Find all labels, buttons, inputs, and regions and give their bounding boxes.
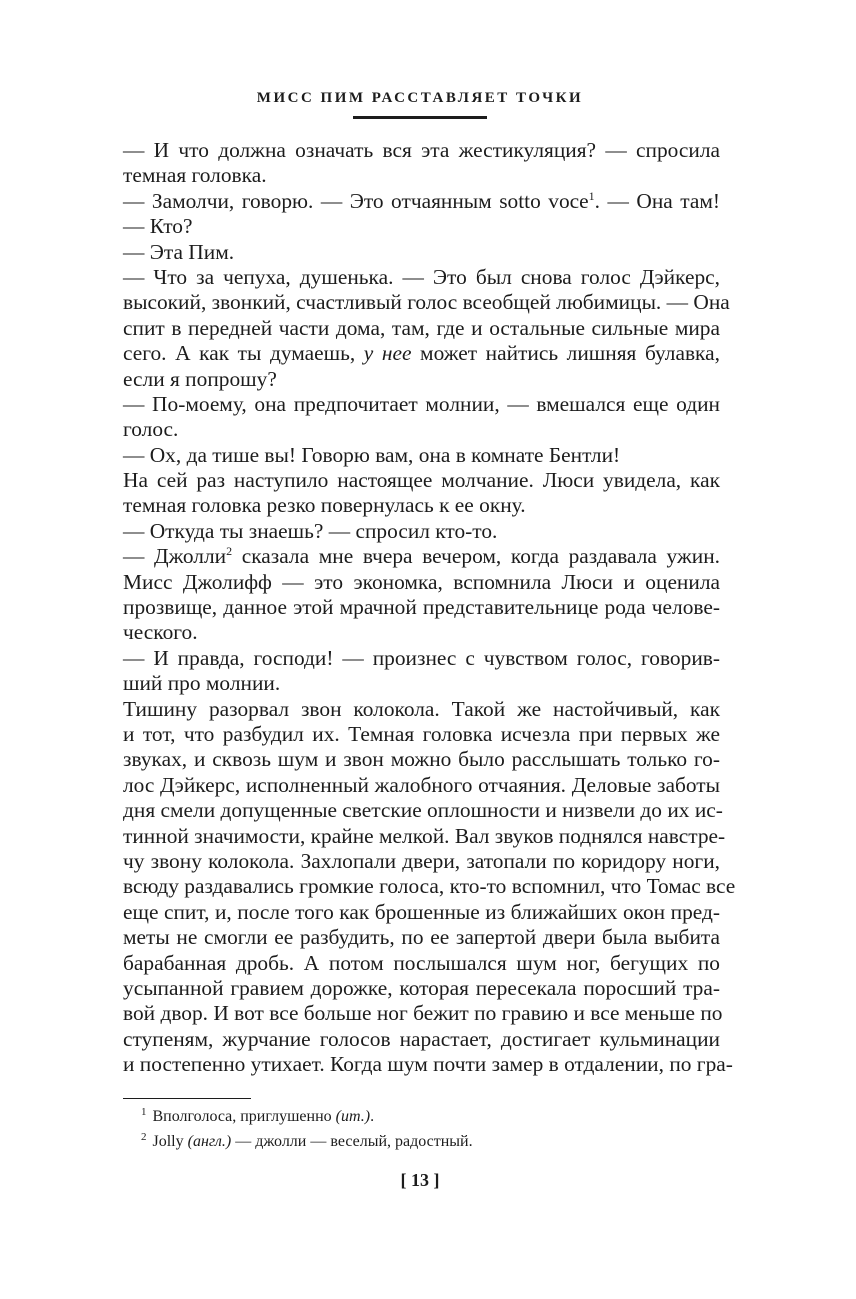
footnote-number: 2 — [141, 1131, 147, 1143]
text-line — [123, 214, 720, 239]
text-line — [123, 443, 720, 468]
italic-segment: у нее — [363, 341, 412, 366]
text-line — [123, 823, 726, 849]
text-line — [123, 595, 720, 620]
text-line — [123, 290, 730, 315]
text-line — [123, 468, 720, 493]
text-segment: звуках, и сквозь шум и звон можно было расслышать только го- — [123, 747, 720, 772]
text-segment: и тот, что разбудил их. Темная головка исчезла при первых же — [123, 721, 720, 746]
footnote-italic: (ит.) — [335, 1108, 371, 1125]
body-text — [123, 138, 736, 1077]
footnote-number: 1 — [141, 1106, 147, 1118]
text-line — [123, 747, 720, 772]
text-segment: чу звону колокола. Захлопали двери, затопали по коридору ноги, — [123, 848, 720, 873]
text-segment: может найтись лишняя булавка, — [411, 341, 720, 366]
text-segment: меты не смогли ее разбудить, по ее запертой двери была выбита — [123, 925, 720, 950]
text-segment: и постепенно утихает. Когда шум почти замер в отдалении, по гра- — [123, 1052, 733, 1077]
text-segment: прозвище, данное этой мрачной представительнице рода челове- — [123, 595, 720, 620]
text-line — [123, 773, 720, 798]
text-segment: ческого. — [123, 620, 198, 645]
text-segment: — Что за чепуха, душенька. — Это был снова голос Дэйкерс, — [123, 264, 720, 289]
text-segment: — Джолли — [123, 544, 227, 569]
text-segment: темная головка. — [123, 163, 267, 188]
text-segment: — Откуда ты знаешь? — спросил кто-то. — [123, 518, 498, 543]
text-line — [123, 849, 720, 874]
text-segment: — Ох, да тише вы! Говорю вам, она в комнате Бентли! — [123, 442, 621, 467]
text-line — [123, 697, 720, 722]
footnote-rule — [123, 1098, 251, 1099]
text-line — [123, 544, 720, 569]
text-line — [123, 493, 720, 518]
text-line — [123, 519, 720, 544]
text-segment: лос Дэйкерс, исполненный жалобного отчаяния. Деловые заботы — [123, 772, 720, 797]
text-line — [123, 646, 720, 671]
text-line — [123, 798, 723, 823]
text-line — [123, 163, 720, 188]
text-line — [123, 392, 720, 417]
text-segment: — Замолчи, говорю. — Это отчаянным sotto voce — [123, 188, 589, 213]
text-segment: дня смели допущенные светские оплошности и низвели до их ис- — [123, 798, 723, 823]
text-line — [123, 900, 720, 925]
text-segment: еще спит, и, после того как брошенные из ближайших окон пред- — [123, 899, 720, 924]
footnote-text: Вполголоса, приглушенно — [152, 1108, 336, 1125]
text-line — [123, 240, 720, 265]
text-line — [123, 417, 720, 442]
text-segment: На сей раз наступило настоящее молчание. Люси увидела, как — [123, 468, 720, 493]
footnote-marker: 2 — [226, 544, 233, 559]
text-segment: спит в передней части дома, там, где и остальные сильные мира — [123, 315, 720, 340]
text-line — [123, 265, 720, 290]
text-line — [123, 341, 720, 366]
text-segment: сего. А как ты думаешь, — [123, 341, 364, 366]
running-head: МИСС ПИМ РАССТАВЛЯЕТ ТОЧКИ — [256, 90, 584, 106]
text-line — [123, 925, 720, 950]
text-line — [123, 620, 720, 645]
text-line — [123, 951, 720, 976]
text-line — [123, 722, 720, 747]
footnote — [123, 1129, 720, 1154]
text-segment: — Кто? — [123, 214, 193, 239]
text-segment: голос. — [123, 417, 179, 442]
footnote-text-end: . — [370, 1108, 375, 1125]
footnote-marker: 1 — [588, 188, 595, 203]
footnote-italic: (англ.) — [187, 1133, 232, 1150]
text-segment: — Эта Пим. — [123, 239, 235, 264]
text-segment: сказала мне вчера вечером, когда раздавала ужин. — [232, 544, 720, 569]
text-segment: усыпанной гравием дорожке, которая пересекала поросший тра- — [123, 975, 720, 1000]
text-segment: — И что должна означать вся эта жестикуляция? — спросила — [123, 138, 720, 162]
text-line — [123, 1027, 720, 1052]
text-line — [123, 570, 720, 595]
text-line — [123, 138, 720, 163]
text-line — [123, 189, 720, 214]
footnotes — [123, 1104, 720, 1154]
text-line — [123, 671, 720, 696]
text-segment: — По-моему, она предпочитает молнии, — вмешался еще один — [123, 391, 720, 416]
text-line — [123, 1052, 733, 1077]
page-number: [ 13 ] — [400, 1170, 440, 1190]
text-segment: ступеням, журчание голосов нарастает, достигает кульминации — [123, 1026, 720, 1051]
text-segment: Тишину разорвал звон колокола. Такой же настойчивый, как — [123, 696, 720, 721]
text-line — [123, 874, 736, 899]
text-line — [123, 1001, 723, 1026]
footnote-text: Jolly — [152, 1133, 188, 1150]
text-segment: темная головка резко повернулась к ее окну. — [123, 493, 526, 518]
text-segment: ший про молнии. — [123, 671, 281, 696]
text-segment: вой двор. И вот все больше ног бежит по гравию и все меньше по — [123, 1001, 723, 1026]
footnote-text-end: — джолли — веселый, радостный. — [231, 1133, 473, 1150]
text-line — [123, 976, 720, 1001]
text-segment: всюду раздавались громкие голоса, кто-то вспомнил, что Томас все — [123, 874, 736, 899]
text-segment: Мисс Джолифф — это экономка, вспомнила Люси и оценила — [123, 569, 720, 594]
text-segment: . — Она там! — [594, 188, 721, 213]
text-segment: — И правда, господи! — произнес с чувством голос, говорив- — [123, 645, 720, 670]
text-segment: тинной значимости, крайне мелкой. Вал звуков поднялся навстре- — [123, 823, 726, 848]
text-segment: если я попрошу? — [123, 366, 277, 391]
text-line — [123, 316, 720, 341]
text-segment: высокий, звонкий, счастливый голос всеобщей любимицы. — Она — [123, 290, 730, 315]
footnote — [123, 1104, 720, 1129]
text-line — [123, 367, 720, 392]
running-head-rule — [353, 116, 487, 119]
text-segment: барабанная дробь. А потом послышался шум ног, бегущих по — [123, 950, 720, 975]
